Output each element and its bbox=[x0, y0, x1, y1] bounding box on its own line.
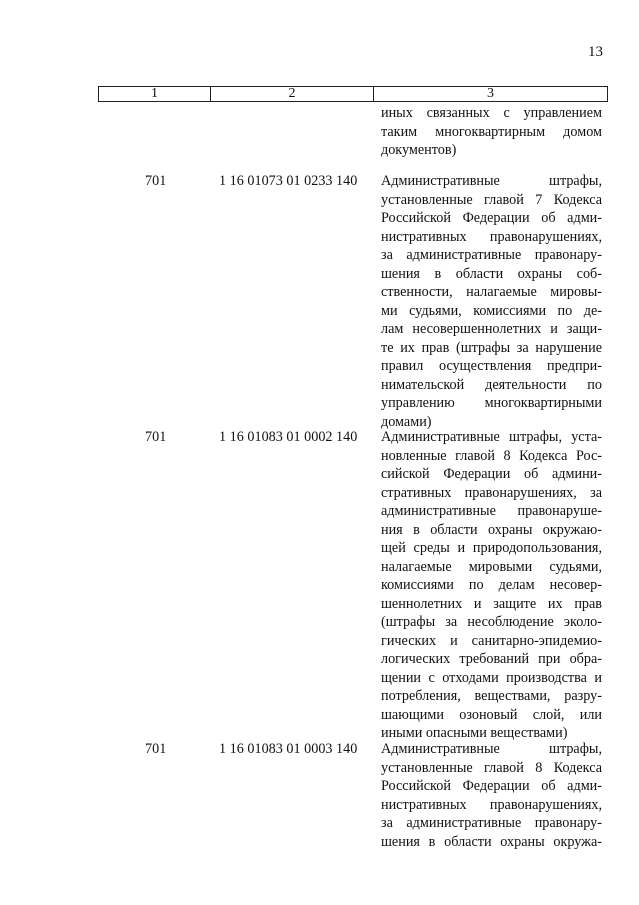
description-line: Административные штрафы, bbox=[381, 173, 602, 189]
description-line: нистративных правонарушениях, bbox=[381, 796, 602, 813]
description-line: щей среды и природопользования, bbox=[381, 540, 602, 556]
description-line: стративных правонарушениях, за bbox=[381, 484, 602, 501]
description-line: домами) bbox=[381, 413, 432, 430]
column-header-row bbox=[98, 86, 608, 102]
description-line: сийской Федерации об админи- bbox=[381, 466, 602, 482]
continued-description bbox=[381, 104, 602, 160]
description-line: новленные главой 8 Кодекса Рос- bbox=[381, 447, 602, 464]
description-line: потребления, веществами, разру- bbox=[381, 688, 602, 704]
column-header-1: 1 bbox=[99, 87, 211, 101]
description-line: логических требований при обра- bbox=[381, 651, 602, 667]
description-line: ми судьями, комиссиями по де- bbox=[381, 302, 602, 319]
description-line: лам несовершеннолетних и защи- bbox=[381, 321, 602, 337]
description-line: комиссиями по делам несовер- bbox=[381, 577, 602, 593]
description-line: правил осуществления предпри- bbox=[381, 358, 602, 374]
column-header-3: 3 bbox=[487, 86, 494, 101]
description-line: управлению многоквартирными bbox=[381, 395, 602, 411]
income-description bbox=[381, 740, 602, 851]
description-line: Административные штрафы, уста- bbox=[381, 429, 602, 445]
income-description bbox=[381, 428, 602, 743]
budget-classification-code: 1 16 01083 01 0003 140 bbox=[219, 741, 358, 757]
description-line: те их прав (штрафы за нарушение bbox=[381, 339, 602, 356]
column-header-2: 2 bbox=[211, 87, 374, 101]
admin-code: 701 bbox=[145, 741, 167, 757]
description-line: за административные правонару- bbox=[381, 815, 602, 831]
description-line: гических и санитарно-эпидемио- bbox=[381, 632, 602, 649]
admin-code: 701 bbox=[145, 173, 167, 189]
description-line: шения в области охраны окружа- bbox=[381, 833, 602, 850]
description-line: таким многоквартирным домом bbox=[381, 123, 602, 140]
admin-code: 701 bbox=[145, 429, 167, 445]
description-line: шеннолетних и защите их прав bbox=[381, 595, 602, 612]
description-line: (штрафы за несоблюдение эколо- bbox=[381, 614, 602, 630]
description-line: Административные штрафы, bbox=[381, 741, 602, 757]
description-line: установленные главой 7 Кодекса bbox=[381, 191, 602, 208]
description-line: за административные правонару- bbox=[381, 247, 602, 263]
description-line: налагаемые мировыми судьями, bbox=[381, 558, 602, 575]
description-line: шающими озоновый слой, или bbox=[381, 706, 602, 723]
description-line: административные правонаруше- bbox=[381, 503, 602, 519]
description-line: иных связанных с управлением bbox=[381, 105, 602, 121]
description-line: Российской Федерации об адми- bbox=[381, 210, 602, 226]
description-line: документов) bbox=[381, 142, 457, 158]
description-line: иными опасными веществами) bbox=[381, 725, 568, 741]
budget-classification-code: 1 16 01073 01 0233 140 bbox=[219, 173, 358, 189]
description-line: щении с отходами производства и bbox=[381, 669, 602, 686]
description-line: нистративных правонарушениях, bbox=[381, 228, 602, 245]
page-number: 13 bbox=[588, 44, 603, 60]
description-line: Российской Федерации об адми- bbox=[381, 778, 602, 794]
description-line: ственности, налагаемые мировы- bbox=[381, 284, 602, 300]
budget-classification-code: 1 16 01083 01 0002 140 bbox=[219, 429, 358, 445]
income-description bbox=[381, 172, 602, 431]
description-line: шения в области охраны соб- bbox=[381, 265, 602, 282]
description-line: ния в области охраны окружаю- bbox=[381, 521, 602, 538]
description-line: установленные главой 8 Кодекса bbox=[381, 759, 602, 776]
description-line: нимательской деятельности по bbox=[381, 376, 602, 393]
